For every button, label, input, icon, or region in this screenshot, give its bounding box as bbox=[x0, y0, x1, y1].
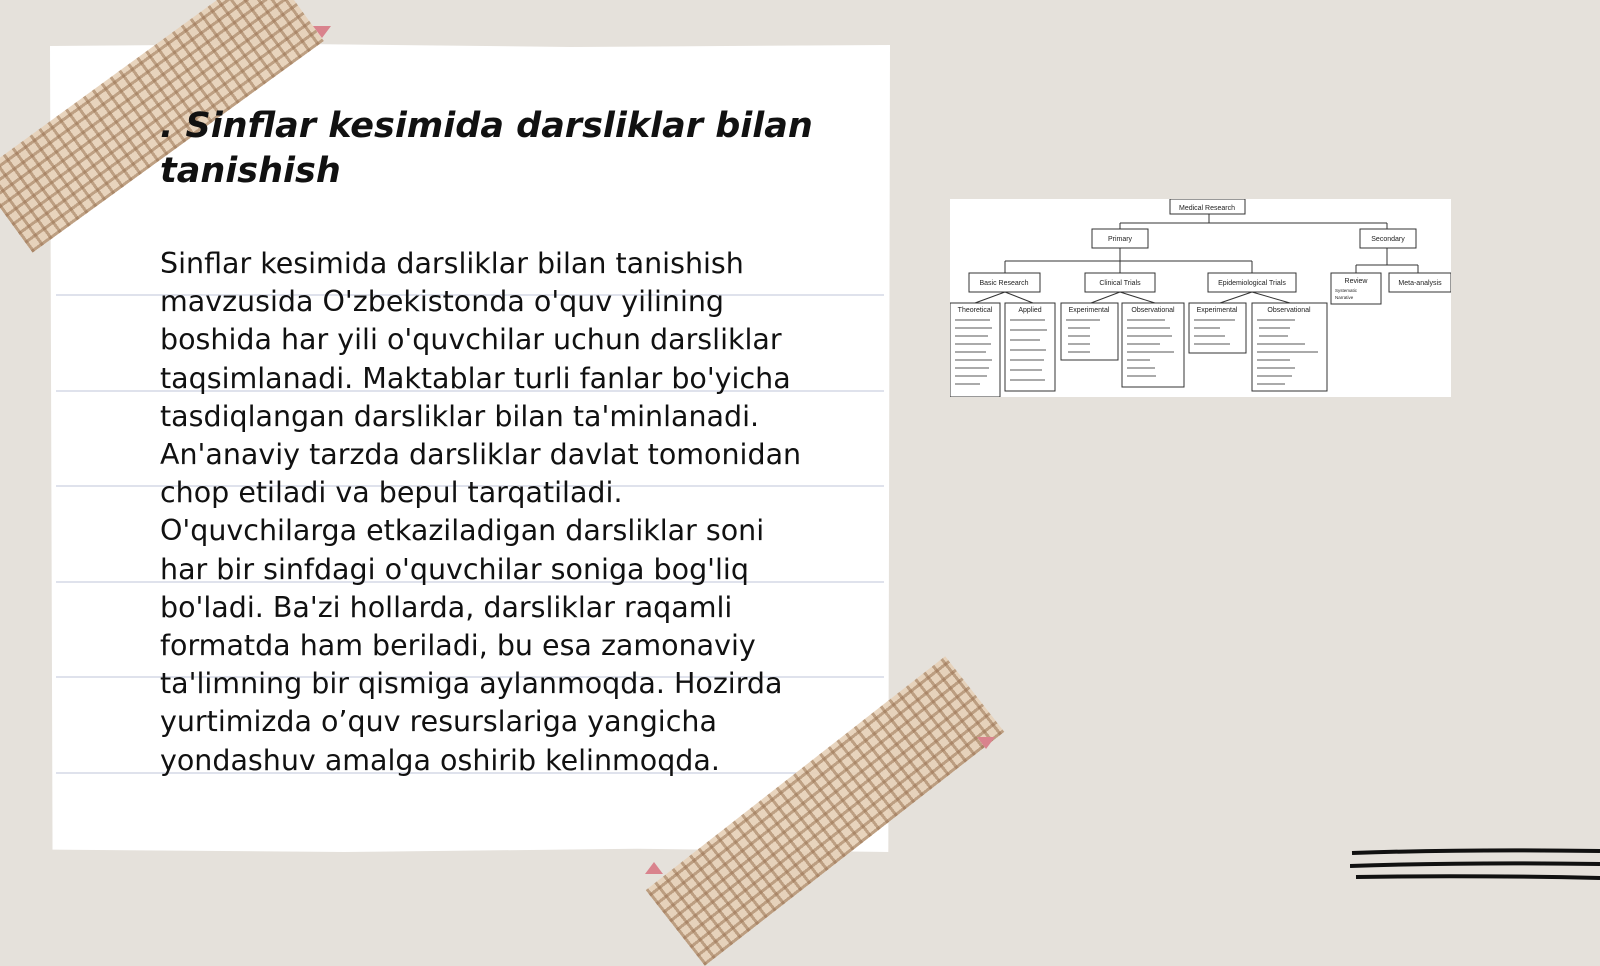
diagram-node-secondary: Secondary bbox=[1371, 236, 1405, 243]
body-line: An'anaviy tarzda darsliklar davlat tomonidan bbox=[160, 438, 802, 472]
diagram-node-medical-research: Medical Research bbox=[1178, 205, 1236, 212]
tape-pin-marker bbox=[645, 862, 663, 874]
diagram-review-item: Narrative bbox=[1335, 295, 1354, 300]
diagram-node-experimental: Experimental bbox=[1068, 307, 1110, 314]
body-line: yurtimizda o’quv resurslariga yangicha bbox=[160, 705, 717, 739]
medical-research-diagram bbox=[950, 199, 1451, 397]
slide-title-line: tanishish bbox=[160, 151, 341, 191]
slide-body-text bbox=[160, 245, 860, 780]
tape-pin-marker bbox=[977, 737, 995, 749]
slide-title-line: . Sinflar kesimida darsliklar bilan bbox=[160, 106, 813, 146]
diagram-svg bbox=[950, 199, 1451, 397]
diagram-node-observational-epi: Observational bbox=[1267, 307, 1311, 314]
body-line: Sinflar kesimida darsliklar bilan tanishish bbox=[160, 247, 744, 280]
body-line: chop etiladi va bepul tarqatiladi. bbox=[160, 476, 623, 510]
diagram-node-clinical-trials: Clinical Trials bbox=[1099, 280, 1141, 287]
body-line: taqsimlanadi. Maktablar turli fanlar bo'yicha bbox=[160, 361, 791, 395]
diagram-node-experimental-epi: Experimental bbox=[1196, 307, 1238, 314]
diagram-node-theoretical: Theoretical bbox=[957, 307, 993, 314]
body-line: boshida har yili o'quvchilar uchun darsliklar bbox=[160, 323, 782, 357]
diagram-node-meta-analysis: Meta-analysis bbox=[1398, 280, 1442, 287]
diagram-node-review: Review bbox=[1344, 278, 1368, 285]
body-line: O'quvchilarga etkaziladigan darsliklar soni bbox=[160, 514, 765, 548]
diagram-review-item: Systematic bbox=[1335, 288, 1358, 293]
body-line: yondashuv amalga oshirib kelinmoqda. bbox=[160, 743, 720, 777]
body-line: mavzusida O'zbekistonda o'quv yilining bbox=[160, 285, 725, 319]
diagram-node-basic-research: Basic Research bbox=[979, 280, 1029, 287]
decorative-stripes bbox=[1350, 848, 1600, 888]
slide-title bbox=[160, 104, 813, 194]
body-line: bo'ladi. Ba'zi hollarda, darsliklar raqamli bbox=[160, 590, 733, 624]
body-line: formatda ham beriladi, bu esa zamonaviy bbox=[160, 629, 756, 663]
diagram-node-epidemiological-trials: Epidemiological Trials bbox=[1218, 280, 1286, 287]
diagram-node-observational: Observational bbox=[1131, 307, 1175, 314]
diagram-node-primary: Primary bbox=[1107, 236, 1133, 243]
tape-pin-marker bbox=[313, 26, 331, 38]
diagram-node-applied: Applied bbox=[1018, 307, 1042, 314]
body-line: ta'limning bir qismiga aylanmoqda. Hozirda bbox=[160, 667, 783, 701]
body-line: tasdiqlangan darsliklar bilan ta'minlanadi. bbox=[160, 399, 760, 433]
body-line: har bir sinfdagi o'quvchilar soniga bog'liq bbox=[160, 552, 749, 586]
